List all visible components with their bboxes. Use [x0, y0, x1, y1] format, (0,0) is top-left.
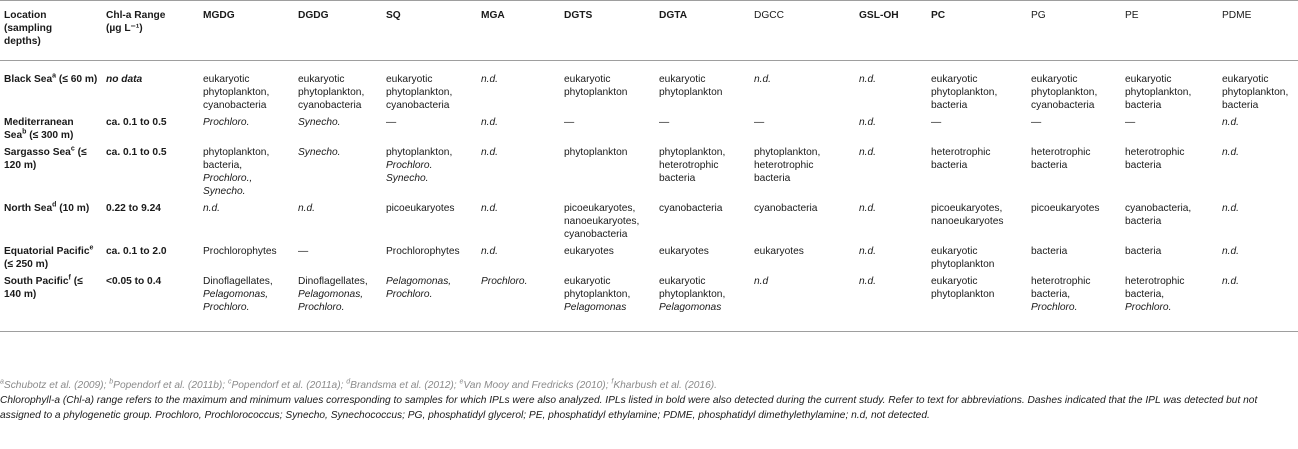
ipl-source-text: phytoplankton, [386, 87, 453, 98]
column-header-text: GSL-OH [859, 10, 899, 21]
reference-marker: e [89, 244, 94, 252]
column-header-text: DGCC [754, 10, 784, 21]
location-name: North Sea [4, 203, 53, 214]
table-row [0, 198, 1298, 241]
ipl-source-text: phytoplankton, [754, 147, 821, 158]
ipl-source-text: picoeukaryotes [386, 203, 455, 214]
ipl-source-text: Pelagomonas [659, 302, 722, 313]
ipl-source-text: phytoplankton, [564, 289, 631, 300]
ipl-source-text: eukaryotic [931, 246, 978, 257]
ipl-source-text: Prochloro. [481, 276, 528, 287]
ipl-source-text: phytoplankton [564, 147, 628, 158]
ipl-source-text: n.d. [203, 203, 220, 214]
column-header-text: SQ [386, 10, 401, 21]
ipl-source-text: Dinoflagellates, [298, 276, 368, 287]
ipl-cell [655, 241, 750, 271]
ipl-source-text: eukaryotic [1031, 74, 1078, 85]
location-cell [0, 241, 102, 271]
ipl-source-text: n.d. [1222, 276, 1239, 287]
column-header [927, 1, 1027, 61]
ipl-cell [294, 61, 382, 113]
ipl-source-text: heterotrophic [1125, 147, 1185, 158]
footnote-reference: Popendorf et al. (2011b); [113, 380, 226, 391]
ipl-source-text: n.d. [859, 276, 876, 287]
sampling-depth: (≤ 250 m) [4, 259, 49, 270]
ipl-source-text: — [931, 117, 942, 128]
ipl-source-text: n.d. [1222, 203, 1239, 214]
ipl-source-text: n.d. [859, 74, 876, 85]
reference-marker: d [52, 201, 57, 209]
ipl-source-text: n.d. [1222, 147, 1239, 158]
column-header [1027, 1, 1121, 61]
ipl-cell [855, 271, 927, 332]
ipl-source-text: Dinoflagellates, [203, 276, 273, 287]
table-body [0, 61, 1298, 332]
column-header-text: PC [931, 10, 946, 21]
ipl-cell [855, 142, 927, 198]
table-notes: Chlorophyll-a (Chl-a) range refers to the maximum and minimum values corresponding to samples for which IPLs were also analyzed. IPLs listed in bold were also detected during the current study. Refer to text for abbreviations. Dashes indicated that the IPL was detected but not assigned to a phylogenetic group. Prochloro, Prochlorococcus; Synecho, Synechococcus; PG, phosphatidyl glycerol; PE, phosphatidyl ethylamine; PDME, phosphatidyl dimethylethylamine; n.d, not detected. [0, 395, 1258, 421]
ipl-source-text: heterotrophic [1125, 276, 1185, 287]
ipl-source-text: Prochlorophytes [386, 246, 460, 257]
ipl-source-text: phytoplankton [931, 259, 995, 270]
ipl-source-text: phytoplankton [659, 87, 723, 98]
ipl-source-text: eukaryotic [1222, 74, 1269, 85]
footnote-marker: e [459, 378, 464, 386]
ipl-source-text: cyanobacteria, [1125, 203, 1192, 214]
reference-marker: c [70, 145, 75, 153]
ipl-cell [927, 61, 1027, 113]
ipl-cell [855, 112, 927, 142]
footnote-reference: Schubotz et al. (2009); [3, 380, 107, 391]
ipl-source-text: Prochloro. [386, 289, 433, 300]
ipl-cell [927, 241, 1027, 271]
footnote-marker: b [109, 378, 114, 386]
chl-range-cell [102, 198, 199, 241]
ipl-cell [382, 198, 477, 241]
ipl-cell [1218, 61, 1298, 113]
chl-range-value: ca. 0.1 to 0.5 [106, 147, 167, 158]
chl-range-value: ca. 0.1 to 0.5 [106, 117, 167, 128]
column-header [102, 1, 199, 61]
ipl-source-text: Prochloro., [203, 173, 253, 184]
column-header [1218, 1, 1298, 61]
ipl-source-text: eukaryotic [659, 74, 706, 85]
ipl-cell [927, 198, 1027, 241]
table-row [0, 241, 1298, 271]
ipl-source-text: cyanobacteria [754, 203, 818, 214]
ipl-source-text: phytoplankton, [203, 147, 270, 158]
column-header-text: DGTS [564, 10, 593, 21]
ipl-source-text: phytoplankton, [1031, 87, 1098, 98]
ipl-source-text: bacteria, [1125, 289, 1165, 300]
ipl-source-text: — [1031, 117, 1042, 128]
ipl-source-text: bacteria, [1031, 289, 1071, 300]
ipl-cell [750, 241, 855, 271]
ipl-source-text: phytoplankton [931, 289, 995, 300]
column-header [382, 1, 477, 61]
column-header-text: PDME [1222, 10, 1252, 21]
ipl-source-text: bacteria [931, 160, 968, 171]
ipl-source-text: phytoplankton, [203, 87, 270, 98]
column-header-text: MGDG [203, 10, 235, 21]
ipl-source-text: eukaryotic [203, 74, 250, 85]
ipl-cell [655, 271, 750, 332]
ipl-source-text: picoeukaryotes [1031, 203, 1100, 214]
ipl-cell [855, 241, 927, 271]
ipl-cell [294, 241, 382, 271]
ipl-source-text: Synecho. [298, 147, 341, 158]
ipl-source-text: eukaryotic [659, 276, 706, 287]
ipl-source-text: n.d. [298, 203, 315, 214]
ipl-cell [477, 271, 560, 332]
ipl-source-text: n.d. [859, 117, 876, 128]
ipl-cell [199, 61, 294, 113]
ipl-cell [199, 241, 294, 271]
ipl-cell [655, 112, 750, 142]
chl-range-cell [102, 142, 199, 198]
ipl-source-text: Prochloro. [1031, 302, 1078, 313]
chl-range-cell [102, 271, 199, 332]
reference-footnotes [0, 378, 1294, 393]
ipl-source-text: picoeukaryotes, [931, 203, 1003, 214]
column-header-text: depths) [4, 36, 41, 47]
ipl-source-text: heterotrophic [1031, 276, 1091, 287]
chl-range-cell [102, 241, 199, 271]
ipl-cell [199, 271, 294, 332]
ipl-source-text: bacteria [659, 173, 696, 184]
ipl-source-text: n.d. [859, 203, 876, 214]
footnote-marker: c [227, 378, 232, 386]
ipl-source-text: — [659, 117, 670, 128]
ipl-source-text: bacteria [1125, 100, 1162, 111]
column-header-text: (sampling [4, 23, 53, 34]
ipl-source-text: n.d. [481, 246, 498, 257]
table-row [0, 112, 1298, 142]
ipl-cell [1218, 112, 1298, 142]
column-header-text: MGA [481, 10, 505, 21]
ipl-source-text: Pelagomonas, [203, 289, 269, 300]
ipl-source-text: bacteria [1031, 246, 1068, 257]
ipl-cell [855, 198, 927, 241]
chl-range-cell [102, 112, 199, 142]
column-header-text: PE [1125, 10, 1139, 21]
ipl-source-text: Prochloro. [1125, 302, 1172, 313]
sampling-depth: (≤ 300 m) [26, 130, 74, 141]
ipl-source-text: cyanobacteria [203, 100, 267, 111]
ipl-cell [1121, 271, 1218, 332]
ipl-source-text: cyanobacteria [298, 100, 362, 111]
ipl-source-text: eukaryotes [564, 246, 614, 257]
sampling-depth: (≤ 60 m) [56, 74, 98, 85]
ipl-cell [477, 142, 560, 198]
column-header [199, 1, 294, 61]
ipl-cell [560, 271, 655, 332]
ipl-cell [1121, 61, 1218, 113]
ipl-source-text: eukaryotic [386, 74, 433, 85]
chl-range-cell [102, 61, 199, 113]
ipl-source-text: eukaryotic [564, 74, 611, 85]
ipl-cell [1218, 142, 1298, 198]
column-header [655, 1, 750, 61]
ipl-cell [199, 198, 294, 241]
location-name: Sargasso Sea [4, 147, 71, 158]
ipl-source-text: cyanobacteria [564, 229, 628, 240]
ipl-source-text: n.d. [481, 147, 498, 158]
footnote-reference: Van Mooy and Fredricks (2010); [463, 380, 609, 391]
location-cell [0, 271, 102, 332]
ipl-source-text: phytoplankton, [659, 289, 726, 300]
ipl-source-text: eukaryotes [754, 246, 804, 257]
ipl-cell [1121, 142, 1218, 198]
sampling-depth: (≤ 120 m) [4, 147, 87, 171]
sampling-depth: (10 m) [56, 203, 90, 214]
table-row [0, 142, 1298, 198]
ipl-source-text: picoeukaryotes, [564, 203, 636, 214]
ipl-source-text: cyanobacteria [386, 100, 450, 111]
ipl-source-text: eukaryotic [931, 74, 978, 85]
ipl-cell [655, 61, 750, 113]
ipl-cell [382, 241, 477, 271]
ipl-source-text: Prochloro. [203, 302, 250, 313]
ipl-cell [1121, 112, 1218, 142]
column-header [560, 1, 655, 61]
footnote-marker: f [611, 378, 614, 386]
ipl-cell [855, 61, 927, 113]
chl-range-value: 0.22 to 9.24 [106, 203, 161, 214]
footnote-reference: Kharbush et al. (2016). [613, 380, 717, 391]
table-header-row [0, 1, 1298, 61]
ipl-source-text: bacteria [1125, 246, 1162, 257]
column-header [477, 1, 560, 61]
ipl-cell [1027, 61, 1121, 113]
ipl-cell [477, 198, 560, 241]
ipl-source-text: n.d. [754, 74, 771, 85]
ipl-cell [927, 112, 1027, 142]
ipl-source-text: bacteria [1125, 160, 1162, 171]
chl-range-value: ca. 0.1 to 2.0 [106, 246, 167, 257]
ipl-cell [477, 61, 560, 113]
ipl-cell [382, 271, 477, 332]
ipl-cell [477, 112, 560, 142]
ipl-source-text: n.d. [859, 246, 876, 257]
ipl-source-text: Pelagomonas, [386, 276, 452, 287]
column-header-text: PG [1031, 10, 1046, 21]
ipl-source-text: phytoplankton, [931, 87, 998, 98]
ipl-source-text: Pelagomonas, [298, 289, 364, 300]
ipl-source-text: Prochloro. [203, 117, 250, 128]
column-header-text: (µg L⁻¹) [106, 23, 143, 34]
ipl-cell [1027, 198, 1121, 241]
table-footnotes [0, 378, 1294, 423]
ipl-cell [560, 112, 655, 142]
ipl-source-text: bacteria, [203, 160, 243, 171]
chl-range-value: <0.05 to 0.4 [106, 276, 162, 287]
ipl-source-text: Synecho. [298, 117, 341, 128]
ipl-cell [382, 112, 477, 142]
ipl-source-text: n.d. [481, 74, 498, 85]
column-header [0, 1, 102, 61]
ipl-cell [1027, 142, 1121, 198]
location-name: Black Sea [4, 74, 53, 85]
ipl-source-text: nanoeukaryotes [931, 216, 1004, 227]
location-name: Equatorial Pacific [4, 246, 90, 257]
ipl-cell [750, 61, 855, 113]
sampling-depth: (≤ 140 m) [4, 276, 83, 300]
ipl-cell [1027, 112, 1121, 142]
ipl-cell [1218, 198, 1298, 241]
footnote-marker: d [346, 378, 351, 386]
ipl-source-text: n.d [754, 276, 769, 287]
ipl-source-text: phytoplankton, [386, 147, 453, 158]
ipl-source-text: eukaryotic [1125, 74, 1172, 85]
column-header-text: DGDG [298, 10, 329, 21]
ipl-source-text: Prochlorophytes [203, 246, 277, 257]
ipl-source-text: n.d. [859, 147, 876, 158]
table-row [0, 61, 1298, 113]
location-name: Mediterranean Sea [4, 117, 74, 141]
footnote-reference: Brandsma et al. (2012); [350, 380, 457, 391]
ipl-source-text: n.d. [481, 117, 498, 128]
column-header [1121, 1, 1218, 61]
ipl-cell [560, 142, 655, 198]
ipl-cell [294, 198, 382, 241]
ipl-cell [560, 61, 655, 113]
ipl-source-text: eukaryotic [298, 74, 345, 85]
ipl-cell [560, 198, 655, 241]
ipl-source-text: Synecho. [203, 186, 246, 197]
ipl-source-text: n.d. [1222, 117, 1239, 128]
ipl-cell [199, 112, 294, 142]
ipl-cell [927, 142, 1027, 198]
ipl-cell [560, 241, 655, 271]
ipl-source-text: heterotrophic [1031, 147, 1091, 158]
location-cell [0, 142, 102, 198]
ipl-source-text: bacteria [931, 100, 968, 111]
ipl-cell [655, 198, 750, 241]
ipl-cell [477, 241, 560, 271]
ipl-source-text: eukaryotic [931, 276, 978, 287]
ipl-source-text: Prochloro. [298, 302, 345, 313]
ipl-cell [750, 142, 855, 198]
location-cell [0, 198, 102, 241]
ipl-source-text: cyanobacteria [1031, 100, 1095, 111]
ipl-source-text: n.d. [481, 203, 498, 214]
ipl-cell [382, 61, 477, 113]
ipl-source-text: cyanobacteria [659, 203, 723, 214]
ipl-cell [750, 198, 855, 241]
ipl-source-text: — [1125, 117, 1136, 128]
column-header-text: DGTA [659, 10, 688, 21]
ipl-cell [1218, 271, 1298, 332]
ipl-source-text: Prochloro. [386, 160, 433, 171]
location-cell [0, 112, 102, 142]
reference-marker: b [22, 128, 27, 136]
ipl-source-text: heterotrophic [754, 160, 814, 171]
footnote-reference: Popendorf et al. (2011a); [231, 380, 344, 391]
ipl-cell [1218, 241, 1298, 271]
column-header [294, 1, 382, 61]
table-row [0, 271, 1298, 332]
column-header-text: Location [4, 10, 47, 21]
ipl-source-text: bacteria [1125, 216, 1162, 227]
ipl-cell [750, 112, 855, 142]
ipl-source-text: bacteria [754, 173, 791, 184]
ipl-source-text: phytoplankton, [298, 87, 365, 98]
column-header [750, 1, 855, 61]
ipl-source-text: phytoplankton, [1222, 87, 1289, 98]
ipl-cell [199, 142, 294, 198]
ipl-source-text: eukaryotic [564, 276, 611, 287]
ipl-source-text: phytoplankton [564, 87, 628, 98]
ipl-source-text: Pelagomonas [564, 302, 627, 313]
column-header [855, 1, 927, 61]
location-name: South Pacific [4, 276, 69, 287]
ipl-source-text: phytoplankton, [659, 147, 726, 158]
ipl-source-text: Synecho. [386, 173, 429, 184]
ipl-cell [294, 112, 382, 142]
chl-range-value: no data [106, 74, 143, 85]
ipl-source-text: bacteria [1222, 100, 1259, 111]
ipl-cell [1027, 241, 1121, 271]
ipl-source-text: bacteria [1031, 160, 1068, 171]
ipl-source-text: heterotrophic [931, 147, 991, 158]
ipl-cell [1121, 241, 1218, 271]
ipl-cell [655, 142, 750, 198]
ipl-cell [1121, 198, 1218, 241]
reference-marker: a [52, 72, 57, 80]
ipl-source-text: n.d. [1222, 246, 1239, 257]
ipl-source-text: — [298, 246, 309, 257]
ipl-cell [294, 142, 382, 198]
reference-marker: f [68, 274, 71, 282]
ipl-cell [927, 271, 1027, 332]
ipl-source-text: eukaryotes [659, 246, 709, 257]
ipl-cell [750, 271, 855, 332]
ipl-source-text: heterotrophic [659, 160, 719, 171]
ipl-cell [382, 142, 477, 198]
ipl-source-text: — [754, 117, 765, 128]
ipl-source-text: phytoplankton, [1125, 87, 1192, 98]
ipl-source-text: — [564, 117, 575, 128]
column-header-text: Chl-a Range [106, 10, 166, 21]
location-cell [0, 61, 102, 113]
ipl-cell [1027, 271, 1121, 332]
ipl-source-text: — [386, 117, 397, 128]
ipl-cell [294, 271, 382, 332]
footnote-marker: a [0, 378, 4, 386]
ipl-source-text: nanoeukaryotes, [564, 216, 640, 227]
